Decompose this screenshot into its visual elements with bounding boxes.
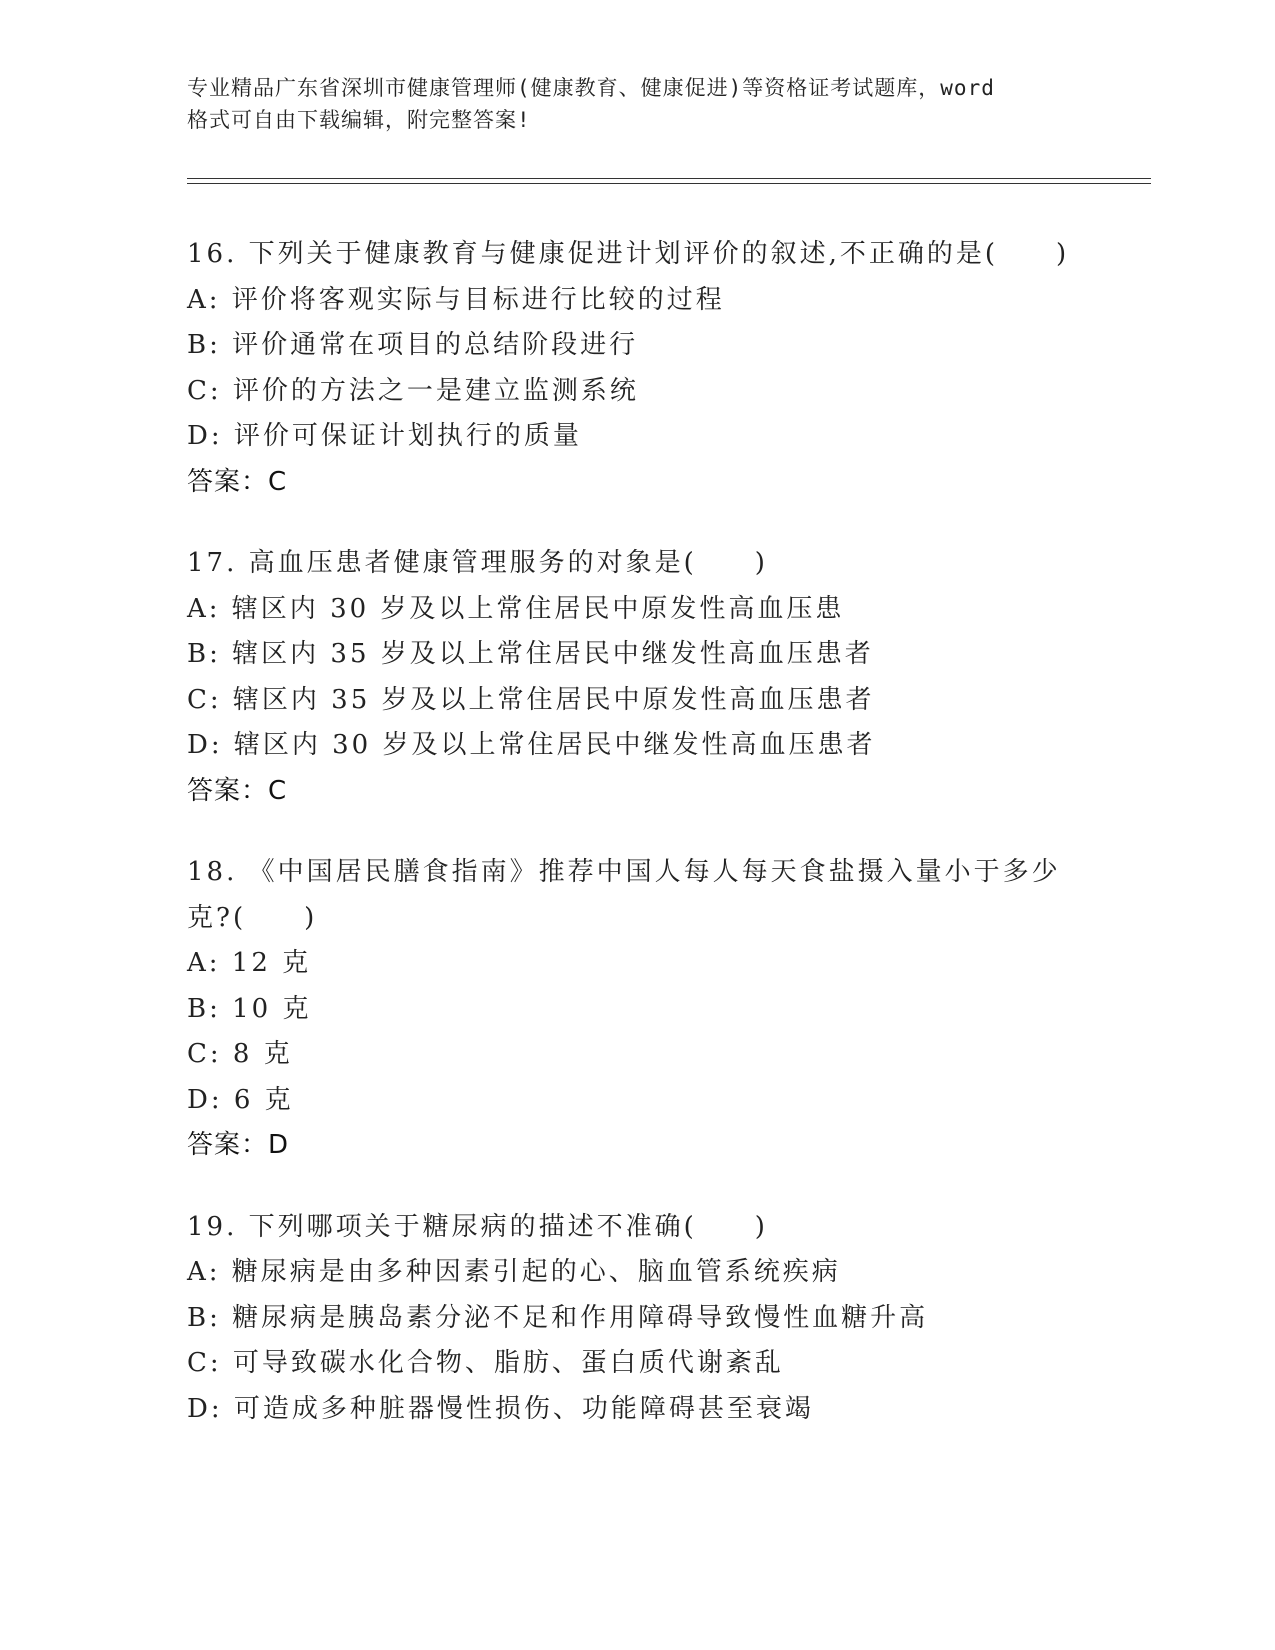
header-line-1: 专业精品广东省深圳市健康管理师(健康教育、健康促进)等资格证考试题库，word xyxy=(187,76,995,100)
question-stem: 17. 高血压患者健康管理服务的对象是( ) xyxy=(187,548,768,578)
question-stem: 16. 下列关于健康教育与健康促进计划评价的叙述,不正确的是( ) xyxy=(187,239,1070,269)
option-c: C: 可导致碳水化合物、脂肪、蛋白质代谢紊乱 xyxy=(187,1348,784,1378)
option-a: A: 评价将客观实际与目标进行比较的过程 xyxy=(187,284,725,315)
header-divider-top xyxy=(187,178,1151,179)
question-16 xyxy=(187,232,1087,505)
question-stem: 19. 下列哪项关于糖尿病的描述不准确( ) xyxy=(187,1211,768,1242)
answer: 答案：C xyxy=(187,775,288,806)
option-b: B: 10 克 xyxy=(187,993,312,1024)
option-d: D: 6 克 xyxy=(187,1084,294,1115)
option-d: D: 可造成多种脏器慢性损伤、功能障碍甚至衰竭 xyxy=(187,1393,814,1424)
option-a: A: 糖尿病是由多种因素引起的心、脑血管系统疾病 xyxy=(187,1257,841,1287)
document-header xyxy=(187,72,1087,136)
option-d: D: 评价可保证计划执行的质量 xyxy=(187,421,582,451)
header-divider-bottom xyxy=(187,183,1151,184)
question-19 xyxy=(187,1205,1087,1433)
option-b: B: 辖区内 35 岁及以上常住居民中继发性高血压患者 xyxy=(187,639,874,669)
option-c: C: 评价的方法之一是建立监测系统 xyxy=(187,375,639,406)
answer: 答案：C xyxy=(187,466,288,497)
option-c: C: 8 克 xyxy=(187,1039,293,1069)
option-c: C: 辖区内 35 岁及以上常住居民中原发性高血压患者 xyxy=(187,684,875,715)
question-17 xyxy=(187,541,1087,814)
question-stem-continued: 克?( ) xyxy=(187,902,318,933)
answer: 答案：D xyxy=(187,1130,290,1160)
question-stem: 18. 《中国居民膳食指南》推荐中国人每人每天食盐摄入量小于多少 xyxy=(187,857,1061,887)
option-b: B: 评价通常在项目的总结阶段进行 xyxy=(187,330,639,360)
option-a: A: 12 克 xyxy=(187,948,312,978)
header-line-2: 格式可自由下载编辑，附完整答案! xyxy=(187,108,531,132)
option-b: B: 糖尿病是胰岛素分泌不足和作用障碍导致慢性血糖升高 xyxy=(187,1302,929,1333)
question-18 xyxy=(187,850,1087,1169)
option-a: A: 辖区内 30 岁及以上常住居民中原发性高血压患 xyxy=(187,593,845,624)
option-d: D: 辖区内 30 岁及以上常住居民中继发性高血压患者 xyxy=(187,730,876,760)
question-list xyxy=(187,232,1087,1468)
